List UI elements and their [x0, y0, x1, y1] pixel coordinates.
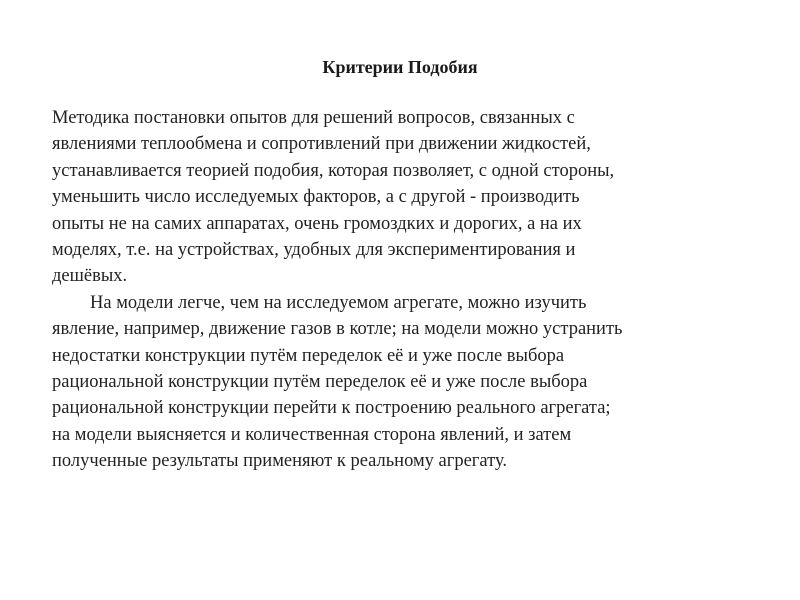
text-line: опыты не на самих аппаратах, очень громоздких и дорогих, а на их — [52, 213, 582, 234]
text-line: рациональной конструкции путём переделок её и уже после выбора — [52, 372, 588, 393]
text-line: явлениями теплообмена и сопротивлений при движении жидкостей, — [52, 134, 591, 155]
text-line: устанавливается теорией подобия, которая позволяет, с одной стороны, — [52, 160, 615, 181]
slide-body — [52, 105, 752, 475]
text-line: рациональной конструкции перейти к построению реального агрегата; — [52, 398, 611, 419]
text-line-indented: На модели легче, чем на исследуемом агрегате, можно изучить — [90, 292, 587, 313]
text-line: явление, например, движение газов в котле; на модели можно устранить — [52, 319, 623, 340]
text-line: Методика постановки опытов для решений вопросов, связанных с — [52, 108, 575, 128]
text-line: уменьшить число исследуемых факторов, а с другой - производить — [52, 187, 580, 208]
text-line: моделях, т.е. на устройствах, удобных для экспериментирования и — [52, 240, 576, 261]
text-line: на модели выясняется и количественная сторона явлений, и затем — [52, 424, 572, 445]
slide-title: Критерии Подобия — [322, 57, 478, 77]
paragraph-1 — [52, 105, 752, 290]
paragraph-2 — [52, 290, 752, 475]
text-line: недостатки конструкции путём переделок её и уже после выбора — [52, 345, 565, 366]
text-line: дешёвых. — [52, 266, 128, 287]
text-line: полученные результаты применяют к реальному агрегату. — [52, 451, 507, 472]
